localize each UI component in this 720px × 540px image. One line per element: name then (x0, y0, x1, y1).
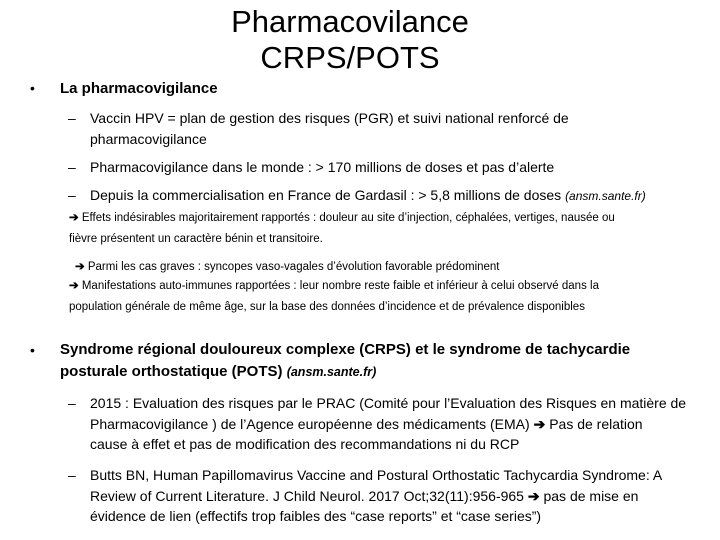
dash-icon: – (68, 159, 76, 175)
item-1-line-2: pharmacovigilance (90, 130, 207, 147)
arrow-right-icon: ➔ (75, 261, 85, 273)
s2-item-1-line-2a: Pharmacovigilance ) de l’Agence européenne des médicaments (EMA) (90, 415, 534, 432)
section2-heading (60, 339, 710, 383)
bullet-icon: • (30, 80, 35, 96)
item-1-line-1: Vaccin HPV = plan de gestion des risques (PGR) et suivi national renforcé de (90, 110, 569, 126)
note-3-line-1: Manifestations auto-immunes rapportées : leur nombre reste faible et inférieur à celui observé dans la (81, 280, 599, 292)
s2-item-2-line-2b: pas de mise en (543, 487, 639, 504)
note-3-line-2: population générale de même âge, sur la base des données d’incidence et de prévalence disponibles (69, 301, 585, 313)
s2-item-2-line-3: évidence de lien (effectifs trop faibles des “case reports” et “case series”) (90, 508, 542, 524)
arrow-right-icon: ➔ (527, 487, 540, 504)
section1-note-3 (69, 276, 714, 318)
note-1-line-2: fièvre présentent un caractère bénin et transitoire. (69, 233, 323, 245)
dash-icon: – (68, 187, 76, 203)
note-2-line-1: Parmi les cas graves : syncopes vaso-vagales d’évolution favorable prédominent (87, 261, 500, 273)
section1-item-3 (68, 185, 713, 207)
arrow-right-icon: ➔ (533, 415, 546, 432)
item-2-text: Pharmacovigilance dans le monde : > 170 millions de doses et pas d’alerte (90, 159, 555, 175)
section1-heading: La pharmacovigilance (60, 80, 218, 97)
dash-icon: – (68, 467, 76, 483)
section1-note-2 (75, 257, 715, 278)
item-3-text: Depuis la commercialisation en France de Gardasil : > 5,8 millions de doses (90, 187, 562, 203)
title-line-2: CRPS/POTS (260, 40, 440, 75)
bullet-icon: • (30, 342, 35, 358)
section1-item-1 (68, 108, 708, 149)
arrow-right-icon: ➔ (69, 212, 79, 224)
s2-item-2-line-2: Review of Current Literature. J Child Neurol. 2017 Oct;32(11):956-965 (90, 487, 528, 504)
section1-note-1 (69, 208, 714, 250)
s2-item-1-line-1: 2015 : Evaluation des risques par le PRAC (Comité pour l’Evaluation des Risques en matière de (90, 395, 687, 411)
title-line-1: Pharmacovilance (231, 4, 469, 39)
section2-item-2 (68, 465, 716, 527)
arrow-right-icon: ➔ (69, 280, 79, 292)
s2-item-2-line-1: Butts BN, Human Papillomavirus Vaccine and Postural Orthostatic Tachycardia Syndrome: A (90, 467, 663, 483)
slide-title (220, 4, 480, 76)
s2-item-1-line-3: cause à effet et pas de modification des recommandations ni du RCP (90, 436, 520, 452)
s2-item-1-line-2b: Pas de relation (549, 415, 643, 432)
section2-heading-line-1: Syndrome régional douloureux complexe (CRPS) et le syndrome de tachycardie (60, 341, 631, 358)
dash-icon: – (68, 110, 76, 126)
dash-icon: – (68, 395, 76, 411)
section2-heading-line-2: posturale orthostatique (POTS) (60, 363, 283, 380)
section1-item-2 (68, 157, 708, 178)
item-3-source: (ansm.sante.fr) (565, 189, 646, 203)
note-1-line-1: Effets indésirables majoritairement rapportés : douleur au site d’injection, céphalées, vertiges, nausée ou (81, 212, 615, 224)
section2-item-1 (68, 393, 716, 455)
section2-source: (ansm.sante.fr) (286, 365, 377, 379)
